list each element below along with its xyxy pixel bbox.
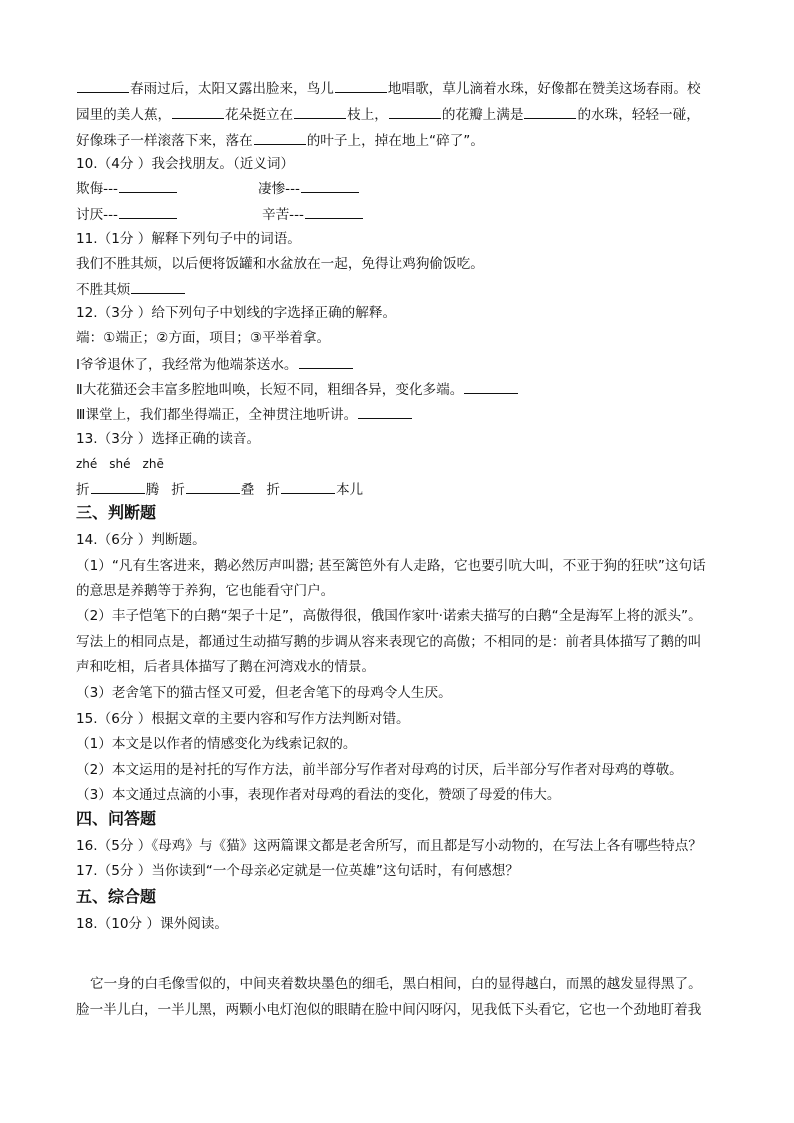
passage-text: 园里的美人蕉， bbox=[76, 107, 172, 123]
answer-blank[interactable] bbox=[281, 479, 335, 494]
question-10-row-2b bbox=[262, 204, 364, 225]
question-10-row-1b bbox=[258, 178, 360, 199]
pinyin-option: zhē bbox=[142, 457, 164, 471]
question-17: 17.（5分 ）当你读到“一个母亲必定就是一位英雄”这句话时，有何感想？ bbox=[76, 863, 519, 879]
answer-blank[interactable] bbox=[254, 130, 306, 145]
question-14-item-2a: （2）丰子恺笔下的白鹅“架子十足”，高傲得很，俄国作家叶·诺索夫描写的白鹅“全是海军上将的派头”。 bbox=[76, 608, 702, 624]
question-11-title: 11.（1分 ）解释下列句子中的词语。 bbox=[76, 231, 301, 247]
sentence-text: Ⅱ大花猫还会丰富多腔地叫唤，长短不同，粗细各异，变化多端。 bbox=[76, 382, 464, 398]
question-12-sentence-2 bbox=[76, 379, 519, 400]
question-14-item-2b: 写法上的相同点是，都通过生动描写鹅的步调从容来表现它的高傲；不相同的是：前者具体描写了鹅的叫 bbox=[76, 634, 702, 650]
question-12-sentence-3 bbox=[76, 404, 413, 425]
answer-blank[interactable] bbox=[172, 104, 224, 119]
reading-paragraph-1: 它一身的白毛像雪似的，中间夹着数块墨色的细毛，黑白相间，白的显得越白，而黑的越发显得黑了。 bbox=[90, 976, 702, 992]
answer-blank[interactable] bbox=[131, 279, 185, 294]
answer-blank[interactable] bbox=[464, 379, 518, 394]
char: 折 bbox=[76, 482, 90, 498]
char: 腾 bbox=[145, 482, 160, 498]
synonym-word: 凄惨--- bbox=[258, 181, 300, 197]
answer-blank[interactable] bbox=[186, 479, 240, 494]
synonym-word: 辛苦--- bbox=[262, 207, 304, 223]
pinyin-option: zhé bbox=[76, 457, 98, 471]
question-14-item-1a: （1）“凡有生客进来，鹅必然厉声叫嚣; 甚至篱笆外有人走路，它也要引吭大叫，不亚于狗的狂吠”这句话 bbox=[76, 558, 706, 574]
passage-text: 好像珠子一样滚落下来，落在 bbox=[76, 133, 253, 149]
char: 叠 bbox=[240, 482, 255, 498]
question-15-item-1: （1）本文是以作者的情感变化为线索记叙的。 bbox=[76, 736, 357, 752]
sentence-text: Ⅲ课堂上，我们都坐得端正，全神贯注地听讲。 bbox=[76, 407, 358, 423]
pinyin-option: shé bbox=[109, 457, 131, 471]
answer-blank[interactable] bbox=[389, 104, 441, 119]
section-title: 四、问答题 bbox=[76, 809, 157, 828]
term: 不胜其烦 bbox=[76, 282, 131, 298]
passage-line-3 bbox=[76, 130, 484, 151]
section-title: 五、综合题 bbox=[76, 887, 157, 906]
question-14-item-2c: 声和吃相，后者具体描写了鹅在河湾戏水的情景。 bbox=[76, 659, 376, 675]
synonym-word: 讨厌--- bbox=[76, 207, 118, 223]
question-16: 16.（5分 ）《母鸡》与《猫》这两篇课文都是老舍所写，而且都是写小动物的，在写法上各有哪些特点？ bbox=[76, 838, 702, 854]
question-12-title: 12.（3分 ）给下列句子中划线的字选择正确的解释。 bbox=[76, 305, 397, 321]
answer-blank[interactable] bbox=[294, 104, 346, 119]
passage-text: 的叶子上，掉在地上“碎了”。 bbox=[306, 133, 484, 149]
pinyin-options bbox=[76, 454, 164, 474]
question-15-title: 15.（6分 ）根据文章的主要内容和写作方法判断对错。 bbox=[76, 711, 410, 727]
answer-blank[interactable] bbox=[119, 178, 177, 193]
question-14-title: 14.（6分 ）判断题。 bbox=[76, 532, 206, 548]
answer-blank[interactable] bbox=[358, 404, 412, 419]
passage-line-1 bbox=[76, 78, 701, 99]
question-14-item-3: （3）老舍笔下的猫古怪又可爱，但老舍笔下的母鸡令人生厌。 bbox=[76, 685, 452, 701]
synonym-word: 欺侮--- bbox=[76, 181, 118, 197]
question-14-item-1b: 的意思是养鹅等于养狗，它也能看守门户。 bbox=[76, 583, 335, 599]
char: 本儿 bbox=[335, 482, 364, 498]
question-10-title: 10.（4分 ）我会找朋友。（近义词） bbox=[76, 156, 295, 172]
answer-blank[interactable] bbox=[119, 204, 177, 219]
question-15-item-3: （3）本文通过点滴的小事，表现作者对母鸡的看法的变化，赞颂了母爱的伟大。 bbox=[76, 787, 561, 803]
answer-blank[interactable] bbox=[305, 204, 363, 219]
section-title: 三、判断题 bbox=[76, 503, 157, 522]
question-11-answer bbox=[76, 279, 186, 300]
passage-text: 枝上， bbox=[347, 107, 388, 123]
answer-blank[interactable] bbox=[524, 104, 576, 119]
sentence-text: Ⅰ爷爷退休了，我经常为他端茶送水。 bbox=[76, 357, 298, 373]
question-12-definitions: 端：①端正；②方面，项目；③平举着拿。 bbox=[76, 330, 331, 346]
passage-text: 的水珠，轻轻一碰， bbox=[577, 107, 700, 123]
char: 折 bbox=[266, 482, 280, 498]
answer-blank[interactable] bbox=[299, 354, 353, 369]
answer-blank[interactable] bbox=[77, 78, 129, 93]
question-13-row bbox=[76, 479, 363, 500]
answer-blank[interactable] bbox=[335, 78, 387, 93]
question-11-sentence: 我们不胜其烦，以后便将饭罐和水盆放在一起，免得让鸡狗偷饭吃。 bbox=[76, 256, 484, 272]
question-12-sentence-1 bbox=[76, 354, 354, 375]
question-10-row-1 bbox=[76, 178, 178, 199]
answer-blank[interactable] bbox=[91, 479, 145, 494]
passage-line-2 bbox=[76, 104, 700, 125]
question-13-title: 13.（3分 ）选择正确的读音。 bbox=[76, 431, 261, 447]
question-10-row-2 bbox=[76, 204, 178, 225]
passage-text: 春雨过后，太阳又露出脸来，鸟儿 bbox=[130, 81, 334, 97]
passage-text: 的花瓣上满是 bbox=[441, 107, 524, 123]
answer-blank[interactable] bbox=[301, 178, 359, 193]
char: 折 bbox=[171, 482, 185, 498]
passage-text: 花朵挺立在 bbox=[225, 107, 294, 123]
question-18-title: 18.（10分 ）课外阅读。 bbox=[76, 916, 228, 932]
reading-paragraph-2: 脸一半儿白，一半儿黑，两颗小电灯泡似的眼睛在脸中间闪呀闪，见我低下头看它，它也一个劲地盯着我 bbox=[76, 1002, 702, 1018]
question-15-item-2: （2）本文运用的是衬托的写作方法，前半部分写作者对母鸡的讨厌，后半部分写作者对母鸡的尊敬。 bbox=[76, 762, 683, 778]
passage-text: 地唱歌，草儿滴着水珠，好像都在赞美这场春雨。校 bbox=[387, 81, 701, 97]
